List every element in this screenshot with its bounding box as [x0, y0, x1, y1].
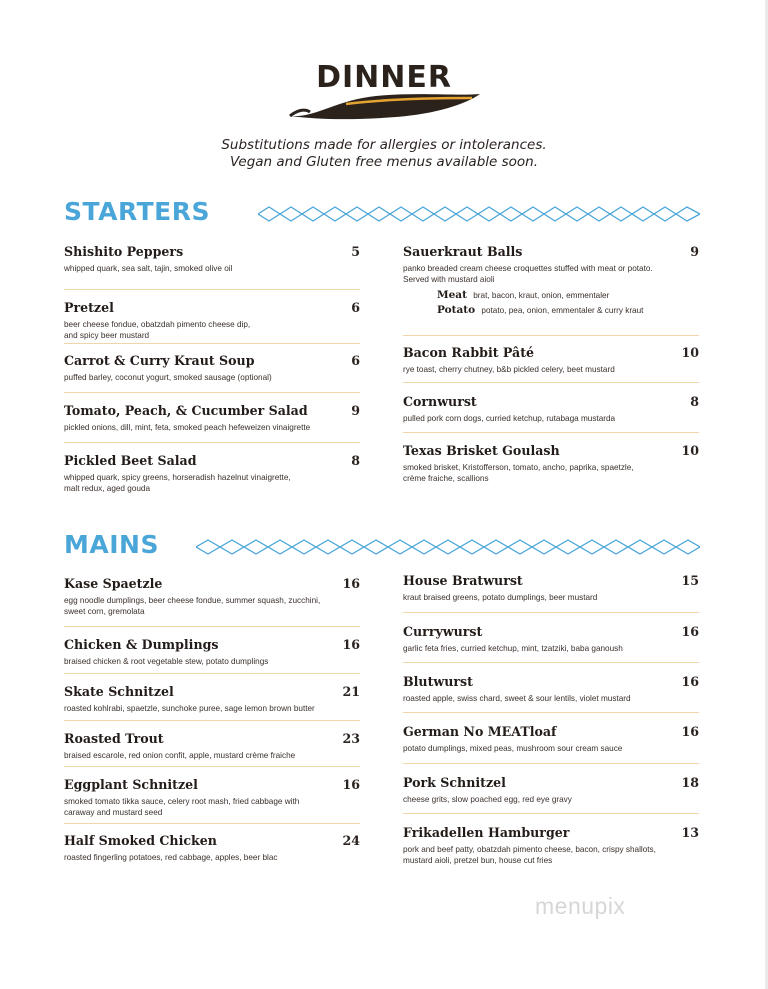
menu-item [403, 764, 699, 814]
menu-item [403, 383, 699, 433]
zigzag-divider-icon [196, 537, 700, 557]
item-price: 16 [342, 637, 360, 652]
item-description: braised escarole, red onion confit, apple, mustard crème fraiche [64, 751, 296, 760]
item-name: Currywurst [403, 624, 483, 639]
item-name: Frikadellen Hamburger [403, 825, 570, 840]
item-description: smoked tomato tikka sauce, celery root mash, fried cabbage with caraway and mustard seed [64, 797, 300, 818]
menu-item [403, 336, 699, 383]
menu-item [64, 767, 360, 824]
item-name: Tomato, Peach, & Cucumber Salad [64, 403, 308, 418]
leaf-ornament-icon [286, 90, 482, 122]
mains-left-column [64, 576, 360, 864]
item-description: potato dumplings, mixed peas, mushroom sour cream sauce [403, 744, 623, 753]
item-price: 24 [342, 833, 360, 848]
watermark-logo: menupix [535, 893, 626, 919]
menu-item [403, 433, 699, 493]
item-name: Pork Schnitzel [403, 775, 506, 790]
item-description: egg noodle dumplings, beer cheese fondue, summer squash, zucchini, sweet corn, gremolata [64, 596, 321, 617]
item-name: Eggplant Schnitzel [64, 777, 198, 792]
item-price: 6 [351, 353, 360, 368]
menu-item [64, 576, 360, 627]
item-price: 9 [351, 403, 360, 418]
item-description: roasted apple, swiss chard, sweet & sour lentils, violet mustard [403, 694, 631, 703]
item-price: 9 [690, 244, 699, 259]
item-description: panko breaded cream cheese croquettes stuffed with meat or potato. Served with mustard aioli [403, 264, 653, 285]
item-name: Pretzel [64, 300, 114, 315]
starters-right-column [403, 244, 699, 493]
item-name: Chicken & Dumplings [64, 637, 219, 652]
item-price: 10 [681, 443, 699, 458]
item-price: 16 [681, 724, 699, 739]
menu-item [64, 244, 360, 290]
item-price: 6 [351, 300, 360, 315]
menu-item [403, 814, 699, 874]
item-name: Carrot & Curry Kraut Soup [64, 353, 255, 368]
starters-heading: STARTERS [64, 197, 210, 226]
subtitle-line-2: Vegan and Gluten free menus available soon. [229, 154, 539, 170]
option-name: Potato [437, 303, 476, 316]
menu-item [64, 674, 360, 721]
menu-item [64, 627, 360, 674]
menu-item [64, 290, 360, 344]
menu-item [403, 613, 699, 663]
item-description: beer cheese fondue, obatzdah pimento cheese dip, and spicy beer mustard [64, 320, 251, 341]
starters-left-column [64, 244, 360, 499]
menu-title: DINNER [316, 60, 452, 95]
mains-right-column [403, 573, 699, 874]
menu-item [403, 713, 699, 764]
option-description: brat, bacon, kraut, onion, emmentaler [473, 290, 610, 300]
item-description: garlic feta fries, curried ketchup, mint, tzatziki, baba ganoush [403, 644, 623, 653]
item-price: 13 [681, 825, 699, 840]
item-price: 10 [681, 345, 699, 360]
item-description: roasted kohlrabi, spaetzle, sunchoke puree, sage lemon brown butter [64, 704, 315, 713]
item-name: German No MEATloaf [403, 724, 557, 739]
item-price: 18 [681, 775, 699, 790]
item-description: rye toast, cherry chutney, b&b pickled celery, beet mustard [403, 365, 615, 374]
item-description: cheese grits, slow poached egg, red eye gravy [403, 795, 572, 804]
item-description: pork and beef patty, obatzdah pimento cheese, bacon, crispy shallots, mustard aioli, pretzel bun, house cut fries [403, 845, 656, 866]
item-price: 16 [681, 674, 699, 689]
item-description: roasted fingerling potatoes, red cabbage, apples, beer blac [64, 853, 278, 862]
item-name: Cornwurst [403, 394, 477, 409]
item-name: Bacon Rabbit Pâté [403, 345, 535, 360]
item-name: House Bratwurst [403, 573, 523, 588]
mains-heading: MAINS [64, 530, 159, 559]
option-row [403, 303, 699, 318]
zigzag-divider-icon [258, 204, 700, 224]
item-price: 15 [681, 573, 699, 588]
item-name: Blutwurst [403, 674, 473, 689]
item-description: whipped quark, spicy greens, horseradish hazelnut vinaigrette, malt redux, aged gouda [64, 473, 291, 494]
item-description: pulled pork corn dogs, curried ketchup, rutabaga mustarda [403, 414, 616, 423]
subtitle-line-1: Substitutions made for allergies or intolerances. [221, 137, 547, 153]
item-name: Texas Brisket Goulash [403, 443, 560, 458]
menu-item [403, 573, 699, 613]
item-price: 23 [342, 731, 360, 746]
item-price: 21 [342, 684, 360, 699]
item-name: Pickled Beet Salad [64, 453, 197, 468]
option-row [403, 288, 699, 303]
menu-item [64, 393, 360, 443]
menu-item [64, 344, 360, 393]
menu-item [403, 663, 699, 713]
item-name: Shishito Peppers [64, 244, 184, 259]
option-name: Meat [437, 288, 467, 301]
item-description: braised chicken & root vegetable stew, potato dumplings [64, 657, 269, 666]
item-description: puffed barley, coconut yogurt, smoked sausage (optional) [64, 373, 272, 382]
item-description: whipped quark, sea salt, tajin, smoked olive oil [64, 264, 233, 273]
item-description: pickled onions, dill, mint, feta, smoked peach hefeweizen vinaigrette [64, 423, 311, 432]
menu-item [64, 443, 360, 499]
item-name: Half Smoked Chicken [64, 833, 217, 848]
item-price: 16 [342, 777, 360, 792]
menu-item [403, 244, 699, 336]
item-price: 8 [351, 453, 360, 468]
menu-item [64, 721, 360, 767]
item-name: Skate Schnitzel [64, 684, 174, 699]
item-description: kraut braised greens, potato dumplings, beer mustard [403, 593, 598, 602]
item-price: 16 [342, 576, 360, 591]
menu-item [64, 824, 360, 864]
item-price: 8 [690, 394, 699, 409]
item-name: Kase Spaetzle [64, 576, 163, 591]
item-price: 5 [351, 244, 360, 259]
item-name: Roasted Trout [64, 731, 164, 746]
item-price: 16 [681, 624, 699, 639]
item-description: smoked brisket, Kristofferson, tomato, ancho, paprika, spaetzle, crème fraiche, scallions [403, 463, 634, 484]
option-description: potato, pea, onion, emmentaler & curry kraut [481, 305, 644, 315]
item-name: Sauerkraut Balls [403, 244, 523, 259]
